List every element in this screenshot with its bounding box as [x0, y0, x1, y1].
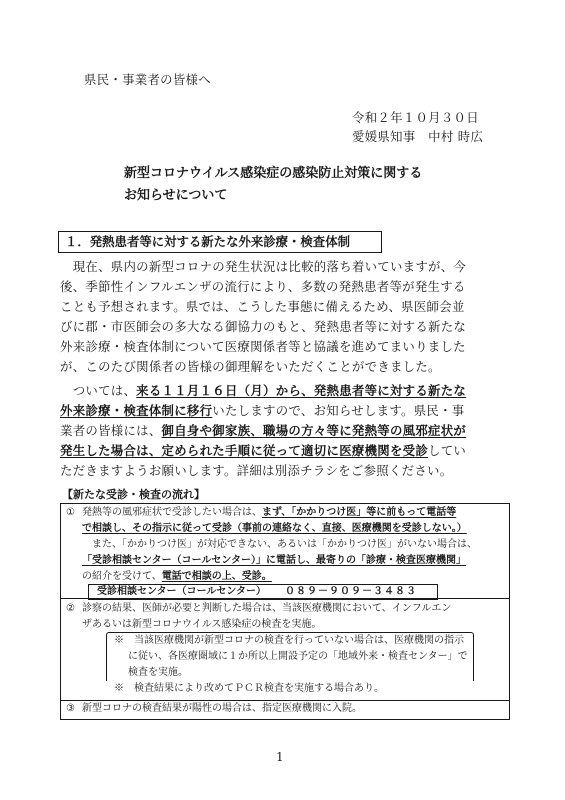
step1-text: の紹介を受けて、 [82, 571, 162, 582]
step-number: ① [66, 507, 75, 518]
paragraph1-line: びに郡・市医師会の多大なる御協力のもと、発熱患者等に対する新たな [60, 319, 467, 334]
paragraph2-line [60, 441, 466, 461]
step2-line: ザあるいは新型コロナウイルス感染症の検査を実施。 [82, 619, 322, 630]
paragraph2-line: ただきますようお願いします。詳細は別添チラシをご参照ください。 [60, 463, 453, 478]
step1-emphasis: 最寄りの「診療・検査医療機関」 [316, 555, 466, 566]
step1-emphasis: 電話で相談の上、受診。 [161, 571, 272, 582]
step1-emphasis: まず、「かかりつけ医」等に前もって電話等 [262, 507, 457, 518]
note-line: 検査を実施。 [128, 667, 188, 678]
page-number: 1 [276, 750, 284, 764]
paragraph2-text: 業者の皆様には、 [60, 423, 162, 438]
paragraph2-line [60, 421, 466, 441]
step1-line [82, 553, 466, 569]
paragraph1-line: 後、季節性インフルエンザの流行により、多数の発熱患者等が発生する [60, 279, 466, 294]
note-line: に従い、各医療圏域に１か所以上開設予定の「地域外来・検査センター」で [128, 651, 468, 662]
paragraph2-emphasis: 外来診療・検査体制に移行 [60, 403, 213, 418]
paragraph1-line: ことも予想されます。県では、こうした事態に備えるため、県医師会並 [60, 299, 465, 314]
call-center-label: 受診相談センター（コールセンター） [97, 586, 266, 597]
paragraph1-line: 現在、県内の新型コロナの発生状況は比較的落ち着いていますが、今 [60, 259, 467, 274]
paragraph1-line: 外来診療・検査体制について医療関係者等と協議を進めてまいりました [60, 339, 466, 354]
call-center-box [88, 584, 438, 600]
paragraph2-text: ついては、 [60, 383, 137, 398]
flow-heading: 【新たな受診・検査の流れ】 [62, 488, 205, 501]
paragraph2-line [60, 401, 465, 421]
paragraph1-line: が、このたび関係者の皆様の御理解をいただくことができました。 [60, 359, 441, 374]
step1-emphasis: 「受診相談センター（コールセンター）」に電話し、 [82, 555, 316, 566]
document-title-line2: お知らせについて [124, 188, 228, 203]
step1-line: で相談し、その指示に従って受診（事前の連絡なく、直接、医療機関を受診しない。） [82, 523, 467, 534]
step1-line: また、「かかりつけ医」が対応できない、あるいは「かかりつけ医」がいない場合は、 [92, 539, 477, 550]
paragraph2-text: してい [428, 443, 467, 458]
sender: 愛媛県知事 中村 時広 [352, 129, 484, 144]
document-title-line1: 新型コロナウイルス感染症の感染防止対策に関する [124, 166, 423, 181]
date: 令和２年１０月３０日 [352, 110, 479, 125]
step1-line [82, 505, 456, 521]
step3-line: 新型コロナの検査結果が陽性の場合は、指定医療機関に入院。 [82, 703, 362, 714]
paragraph2-text: いたしますので、お知らせします。県民・事 [212, 403, 465, 418]
step-number: ② [66, 603, 75, 614]
step-number: ③ [66, 703, 75, 714]
paragraph2-emphasis: 発生した場合は、定められた手順に従って適切に医療機関を受診 [60, 443, 429, 458]
note-line: ※ 検査結果により改めてＰＣＲ検査を実施する場合あり。 [114, 683, 384, 694]
call-center-phone: ０８９－９０９－３４８３ [285, 586, 417, 597]
paragraph2-line [60, 381, 466, 401]
step2-line: 診察の結果、医師が必要と判断した場合は、当該医療機関において、インフルエン [82, 603, 452, 614]
paragraph2-emphasis: 来る１１月１６日（月）から、発熱患者等に対する新たな [136, 383, 467, 398]
step1-line [82, 569, 272, 585]
note-line: ※ 当該医療機関が新型コロナの検査を行っていない場合は、医療機関の指示 [114, 635, 464, 646]
section-heading-box [58, 231, 382, 253]
step1-text: 発熱等の風邪症状で受診したい場合は、 [82, 507, 262, 518]
paragraph2-emphasis: 御自身や御家族、職場の方々等に発熱等の風邪症状が [161, 423, 467, 438]
addressee: 県民・事業者の皆様へ [84, 72, 211, 87]
section-heading: １．発熱患者等に対する新たな外来診療・検査体制 [65, 234, 350, 249]
